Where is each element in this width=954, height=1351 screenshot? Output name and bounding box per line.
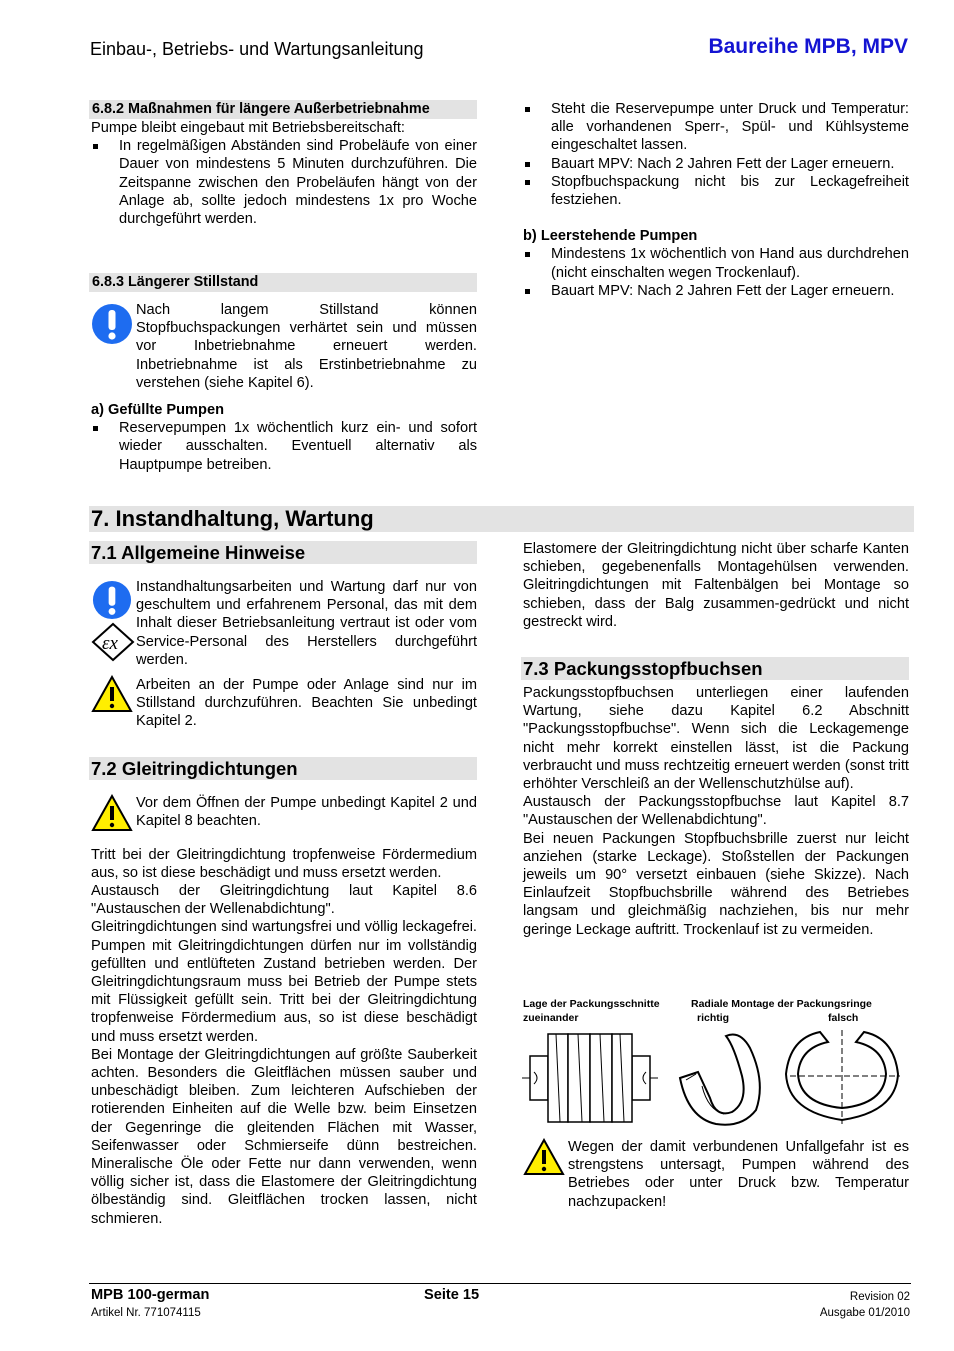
heading-b: b) Leerstehende Pumpen [523, 228, 698, 245]
heading-6-8-2: 6.8.2 Maßnahmen für längere Außerbetriebnahme [89, 100, 477, 119]
explosion-protection-icon [91, 622, 135, 662]
series-title: Baureihe MPB, MPV [708, 35, 908, 58]
section-6-8-2-cont [523, 100, 909, 300]
chapter-7-heading: 7. Instandhaltung, Wartung [89, 506, 914, 532]
paragraph: Bei Montage der Gleitringdichtungen auf größte Sauberkeit achten. Besonders die Gleitflächen müssen sauber und unbeschädigt bleiben. Zum leichteren Aufschieben der rotierenden Einheiten auf die Welle bzw. beim Einsetzen der Gegenringe die gleitenden Flächen mit Wasser, Seifenwasser oder Schmierseife dünn bestreichen. Mineralische Öle oder Fette nur dann verwenden, wenn völlig sicher ist, dass die Elastomere der Gleitringdichtung ölbeständig sind. Gleitflächen trocken lassen, nicht schmieren. [91, 1046, 477, 1227]
info-exclamation-icon [91, 303, 133, 345]
heading-7-3: 7.3 Packungsstopfbuchsen [521, 657, 909, 680]
footer-doc-id: MPB 100-german [91, 1287, 210, 1303]
section-7-1 [91, 541, 477, 1228]
figure-label-correct: richtig [697, 1012, 730, 1024]
warning-note-7-3 [523, 1138, 909, 1211]
section-7-2-cont [523, 540, 909, 939]
heading-7-1: 7.1 Allgemeine Hinweise [89, 541, 477, 564]
list-item: Bauart MPV: Nach 2 Jahren Fett der Lager erneuern. [523, 282, 909, 300]
footer-page-number: Seite 15 [424, 1287, 480, 1303]
figure-label-wrong: falsch [828, 1012, 859, 1024]
footer-article-number: Artikel Nr. 771074115 [91, 1307, 201, 1319]
paragraph: Gleitringdichtungen sind wartungsfrei und völlig leckagefrei. Pumpen mit Gleitringdichtungen dürfen nur im vollständig gefüllten und entlüfteten Zustand betrieben werden. Der Gleitringdichtungsraum muss bei Betrieb der Pumpe stets mit Flüssigkeit gefüllt sein. Tritt bei der Gleitringdichtung tropfenweise Fördermedium aus, so ist diese beschädigt und muss ersetzt werden. [91, 919, 477, 1045]
info-exclamation-icon [91, 580, 133, 620]
warning-triangle-icon [91, 794, 133, 832]
note-text: Wegen der damit verbundenen Unfallgefahr ist es strengstens untersagt, Pumpen während des Betriebes oder unter Druck bzw. Temperatur nachzupacken! [568, 1139, 909, 1210]
figure-caption-radial-mounting: Radiale Montage der Packungsringe [691, 998, 872, 1010]
section-6-8-2 [91, 100, 477, 228]
footer-revision: Revision 02 [849, 1291, 910, 1303]
paragraphs-7-3 [523, 684, 909, 939]
list-item: Reservepumpen 1x wöchentlich kurz ein- und sofort wieder ausschalten. Eventuell alternativ als Hauptpumpe betreiben. [91, 419, 477, 474]
warning-note-7-2 [91, 794, 477, 838]
heading-7-2: 7.2 Gleitringdichtungen [89, 757, 477, 780]
info-note-6-8-3 [91, 301, 477, 392]
bullets-6-8-2-cont [523, 100, 909, 209]
bullets-a [91, 419, 477, 474]
paragraph: Elastomere der Gleitringdichtung nicht über scharfe Kanten schieben, gegebenenfalls Montagehülsen verwenden. Gleitringdichtungen mit Faltenbälgen bei Montage so schieben, dass der Balg zusammen-gedrückt und nicht gestreckt wird. [523, 541, 909, 630]
warning-note-body [523, 1138, 909, 1211]
heading-6-8-3: 6.8.3 Längerer Stillstand [89, 273, 477, 292]
svg-text:εx: εx [102, 633, 118, 654]
heading-a: a) Gefüllte Pumpen [91, 402, 224, 419]
intro-6-8-2: Pumpe bleibt eingebaut mit Betriebsbereitschaft: [91, 120, 405, 136]
info-note-7-1 [91, 578, 477, 669]
warning-triangle-icon [91, 675, 133, 713]
paragraph: Austausch der Packungsstopfbuchse laut Kapitel 8.7 "Austauschen der Wellenabdichtung". [523, 794, 909, 829]
warning-triangle-icon [523, 1138, 565, 1176]
note-text: Instandhaltungsarbeiten und Wartung darf nur von geschultem und erfahrenem Personal, das mit dem Inhalt dieser Betriebsanleitung vertraut ist oder vom Service-Personal des Herstellers durchgeführt werden. [136, 579, 477, 668]
list-item: Mindestens 1x wöchentlich von Hand aus durchdrehen (nicht einschalten wegen Trockenlauf). [523, 245, 909, 281]
warning-note-7-1 [91, 676, 477, 731]
footer-divider [89, 1283, 911, 1284]
note-text: Vor dem Öffnen der Pumpe unbedingt Kapitel 2 und Kapitel 8 beachten. [136, 794, 477, 829]
bullets-6-8-2 [91, 137, 477, 228]
note-text: Arbeiten an der Pumpe oder Anlage sind nur im Stillstand durchzuführen. Beachten Sie unbedingt Kapitel 2. [136, 677, 477, 730]
paragraph: Packungsstopfbuchsen unterliegen einer laufenden Wartung, siehe dazu Kapitel 6.2 Abschnitt "Packungsstopfbuchse". Wenn sich die Leckagemenge nicht mehr korrekt einstellen lässt, ist die Packung verbraucht und muss rechtzeitig erneuert werden (sonst tritt erhöhter Verschleiß an der Wellenschutzhülse auf). [523, 685, 909, 793]
paragraph: Bei neuen Packungen Stopfbuchsbrille zuerst nur leicht anziehen (starke Leckage). Stoßstellen der Packungen jeweils um 90° versetzt einbauen (siehe Skizze). Nach Einlaufzeit Stopfbuchsbrille während des Betriebes langsam und gleichmäßig nachziehen, bis nur mehr geringe Leckage auftritt. Trockenlauf ist zu vermeiden. [523, 830, 909, 938]
doc-title: Einbau-, Betriebs- und Wartungsanleitung [90, 39, 424, 59]
list-item: Stopfbuchspackung nicht bis zur Leckagefreiheit festziehen. [523, 173, 909, 209]
packing-rings-figure [520, 1028, 910, 1128]
section-6-8-3 [91, 273, 477, 474]
paragraphs-7-2 [91, 846, 477, 1228]
paragraph: Tritt bei der Gleitringdichtung tropfenweise Fördermedium aus, so ist diese beschädigt und muss ersetzt werden. [91, 846, 477, 881]
paragraph: Austausch der Gleitringdichtung laut Kapitel 8.6 "Austauschen der Wellenabdichtung". [91, 883, 477, 918]
figure-caption-cut-position: Lage der Packungsschnitte zueinander [523, 998, 660, 1024]
footer-issue: Ausgabe 01/2010 [819, 1307, 910, 1319]
bullets-b [523, 245, 909, 300]
list-item: Steht die Reservepumpe unter Druck und Temperatur: alle vorhandenen Sperr-, Spül- und Kühlsysteme eingeschaltet lassen. [523, 100, 909, 155]
list-item: Bauart MPV: Nach 2 Jahren Fett der Lager erneuern. [523, 155, 909, 173]
note-text: Nach langem Stillstand können Stopfbuchspackungen verhärtet sein und müssen vor Inbetriebnahme erneuert werden. Inbetriebnahme ist als Erstinbetriebnahme zu verstehen (siehe Kapitel 6). [136, 302, 477, 391]
list-item: In regelmäßigen Abständen sind Probeläufe von einer Dauer von mindestens 5 Minuten durchzuführen. Die Zeitspanne zwischen den Probeläufen hängt von der Anlage ab, sollte jedoch mindestens 1x pro Woche durchgeführt werden. [91, 137, 477, 228]
